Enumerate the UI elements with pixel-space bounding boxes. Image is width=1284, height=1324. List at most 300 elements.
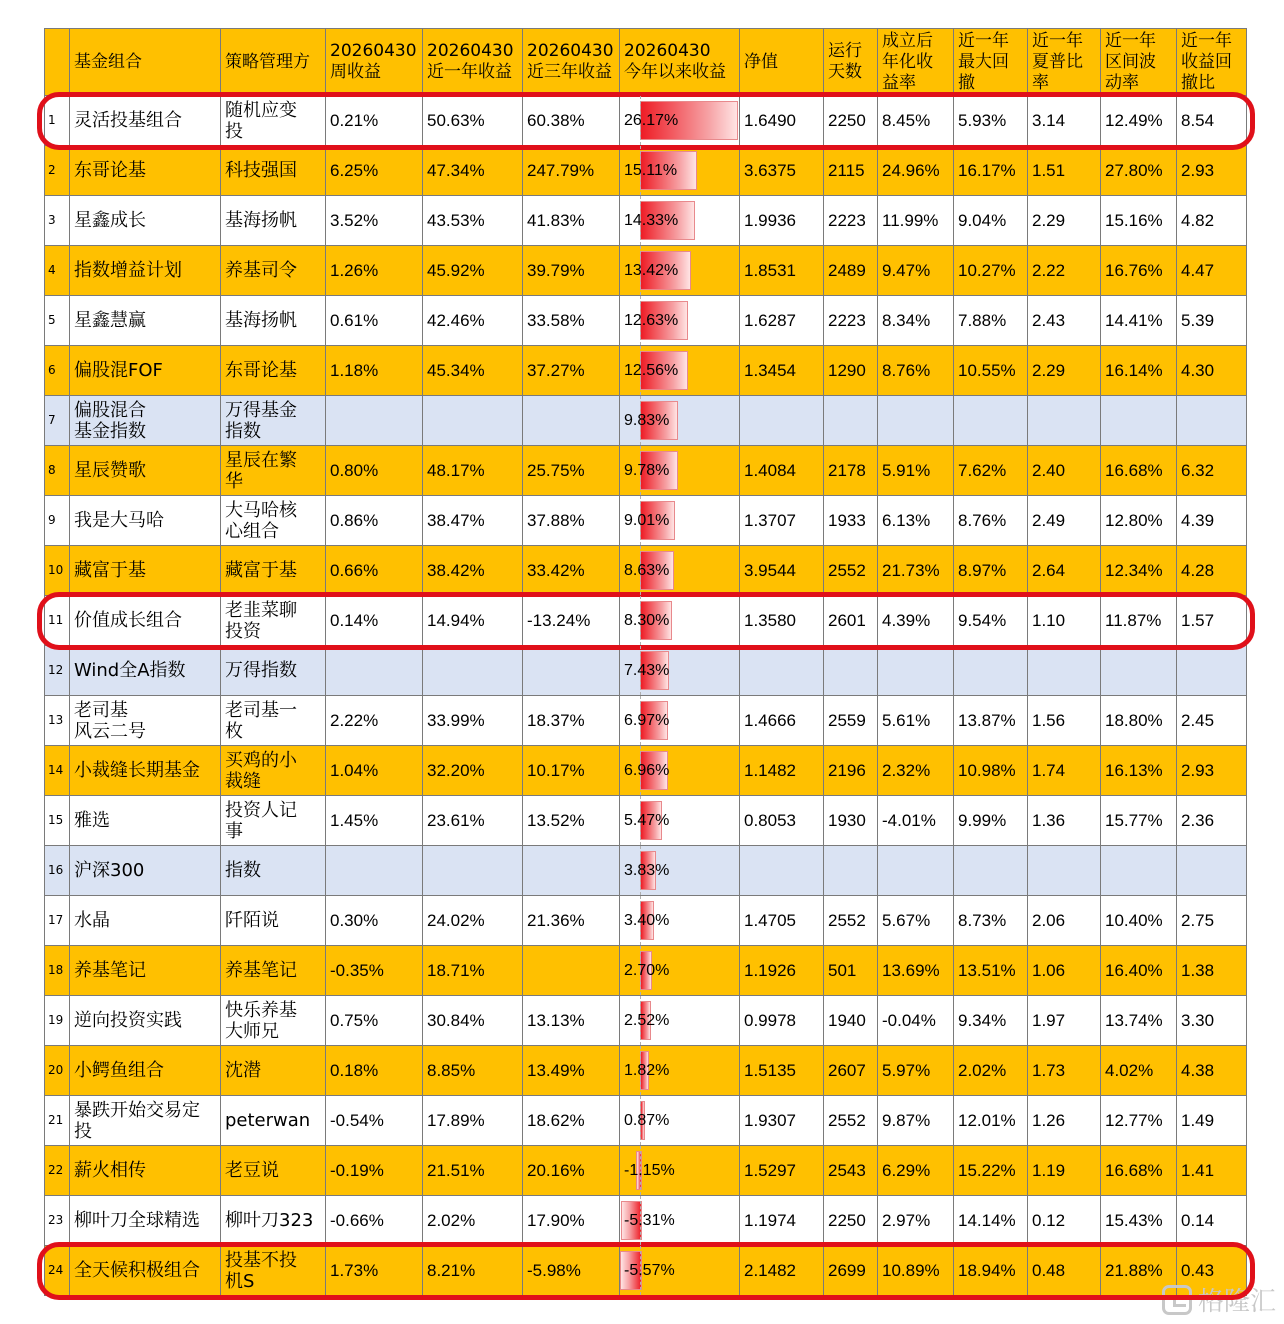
sharpe-ratio: 0.48 <box>1028 1246 1101 1296</box>
sharpe-ratio: 1.74 <box>1028 746 1101 796</box>
return-drawdown-ratio: 8.54 <box>1177 96 1247 146</box>
table-row <box>45 446 1247 496</box>
fund-name: 老司基 风云二号 <box>70 696 221 746</box>
three-year-return: 37.27% <box>523 346 620 396</box>
nav-value: 2.1482 <box>740 1246 824 1296</box>
fund-name: 沪深300 <box>70 846 221 896</box>
nav-value: 1.5297 <box>740 1146 824 1196</box>
ytd-label: 26.17% <box>624 112 679 129</box>
three-year-return: 247.79% <box>523 146 620 196</box>
ytd-return <box>620 746 740 796</box>
max-drawdown <box>954 846 1028 896</box>
max-drawdown <box>954 396 1028 446</box>
ytd-return <box>620 846 740 896</box>
one-year-return: 24.02% <box>423 896 523 946</box>
row-index: 11 <box>45 596 70 646</box>
annualized-return: 9.87% <box>878 1096 954 1146</box>
row-index: 24 <box>45 1246 70 1296</box>
table-row <box>45 1196 1247 1246</box>
fund-name: 柳叶刀全球精选 <box>70 1196 221 1246</box>
row-index: 15 <box>45 796 70 846</box>
fund-name: 偏股混合 基金指数 <box>70 396 221 446</box>
fund-ranking-table <box>44 28 1247 1296</box>
fund-name: Wind全A指数 <box>70 646 221 696</box>
run-days <box>824 396 878 446</box>
week-return: 1.04% <box>326 746 423 796</box>
ytd-label: 15.11% <box>624 162 678 179</box>
one-year-return: 14.94% <box>423 596 523 646</box>
run-days <box>824 646 878 696</box>
row-index: 8 <box>45 446 70 496</box>
return-drawdown-ratio: 4.39 <box>1177 496 1247 546</box>
table-row <box>45 246 1247 296</box>
nav-value: 1.4666 <box>740 696 824 746</box>
annualized-return <box>878 396 954 446</box>
ytd-return <box>620 146 740 196</box>
row-index: 13 <box>45 696 70 746</box>
run-days: 1930 <box>824 796 878 846</box>
volatility: 16.40% <box>1101 946 1177 996</box>
week-return: 0.30% <box>326 896 423 946</box>
annualized-return: 4.39% <box>878 596 954 646</box>
table-row <box>45 746 1247 796</box>
row-index: 22 <box>45 1146 70 1196</box>
gelonghui-logo-icon <box>1162 1285 1192 1315</box>
row-index: 19 <box>45 996 70 1046</box>
week-return: 0.66% <box>326 546 423 596</box>
manager-name: 老司基一 枚 <box>221 696 326 746</box>
row-index: 10 <box>45 546 70 596</box>
table-row <box>45 596 1247 646</box>
ytd-return <box>620 1146 740 1196</box>
week-return: 1.26% <box>326 246 423 296</box>
return-drawdown-ratio: 2.93 <box>1177 746 1247 796</box>
ytd-label: 3.83% <box>624 862 670 879</box>
manager-name: 阡陌说 <box>221 896 326 946</box>
row-index: 7 <box>45 396 70 446</box>
one-year-return: 45.92% <box>423 246 523 296</box>
sharpe-ratio: 1.19 <box>1028 1146 1101 1196</box>
nav-value: 1.9936 <box>740 196 824 246</box>
manager-name: 万得基金 指数 <box>221 396 326 446</box>
nav-value: 1.5135 <box>740 1046 824 1096</box>
three-year-return: 37.88% <box>523 496 620 546</box>
week-return <box>326 646 423 696</box>
ytd-return <box>620 896 740 946</box>
annualized-return: 8.76% <box>878 346 954 396</box>
run-days: 2196 <box>824 746 878 796</box>
week-return: 0.14% <box>326 596 423 646</box>
week-return: 1.73% <box>326 1246 423 1296</box>
run-days: 2552 <box>824 546 878 596</box>
ytd-label: 5.47% <box>624 812 670 829</box>
one-year-return: 30.84% <box>423 996 523 1046</box>
table-row <box>45 996 1247 1046</box>
table-row <box>45 146 1247 196</box>
max-drawdown: 9.34% <box>954 996 1028 1046</box>
ytd-label: 6.97% <box>624 712 670 729</box>
ytd-label: 13.42% <box>624 262 679 279</box>
annualized-return: 8.34% <box>878 296 954 346</box>
volatility: 16.68% <box>1101 1146 1177 1196</box>
table-row <box>45 946 1247 996</box>
max-drawdown: 10.98% <box>954 746 1028 796</box>
annualized-return: 24.96% <box>878 146 954 196</box>
three-year-return <box>523 946 620 996</box>
max-drawdown: 5.93% <box>954 96 1028 146</box>
ytd-label: 0.87% <box>624 1112 670 1129</box>
ytd-return <box>620 1196 740 1246</box>
three-year-return: 18.62% <box>523 1096 620 1146</box>
return-drawdown-ratio: 4.47 <box>1177 246 1247 296</box>
fund-name: 逆向投资实践 <box>70 996 221 1046</box>
sharpe-ratio: 2.06 <box>1028 896 1101 946</box>
run-days: 2250 <box>824 1196 878 1246</box>
ytd-label: 1.82% <box>624 1062 670 1079</box>
watermark-text: 格隆汇 <box>1197 1287 1276 1317</box>
row-index: 16 <box>45 846 70 896</box>
week-return <box>326 396 423 446</box>
ytd-label: -5.31% <box>624 1212 675 1229</box>
fund-name: 雅选 <box>70 796 221 846</box>
one-year-return: 32.20% <box>423 746 523 796</box>
annualized-return: 11.99% <box>878 196 954 246</box>
return-drawdown-ratio: 4.28 <box>1177 546 1247 596</box>
ytd-return <box>620 596 740 646</box>
week-return: -0.54% <box>326 1096 423 1146</box>
max-drawdown: 9.99% <box>954 796 1028 846</box>
manager-name: 买鸡的小 裁缝 <box>221 746 326 796</box>
table-row <box>45 1246 1247 1296</box>
header-manager: 策略管理方 <box>221 29 326 96</box>
volatility: 11.87% <box>1101 596 1177 646</box>
three-year-return <box>523 396 620 446</box>
nav-value: 1.9307 <box>740 1096 824 1146</box>
one-year-return: 45.34% <box>423 346 523 396</box>
run-days: 2115 <box>824 146 878 196</box>
run-days: 1933 <box>824 496 878 546</box>
header-days: 运行 天数 <box>824 29 878 96</box>
run-days <box>824 846 878 896</box>
annualized-return: 5.67% <box>878 896 954 946</box>
three-year-return: 39.79% <box>523 246 620 296</box>
sharpe-ratio: 2.29 <box>1028 346 1101 396</box>
sharpe-ratio: 1.73 <box>1028 1046 1101 1096</box>
table-row <box>45 846 1247 896</box>
volatility: 18.80% <box>1101 696 1177 746</box>
three-year-return <box>523 646 620 696</box>
ytd-return <box>620 946 740 996</box>
nav-value: 1.1482 <box>740 746 824 796</box>
run-days: 2699 <box>824 1246 878 1296</box>
three-year-return <box>523 846 620 896</box>
sharpe-ratio: 1.26 <box>1028 1096 1101 1146</box>
volatility: 15.43% <box>1101 1196 1177 1246</box>
nav-value <box>740 646 824 696</box>
header-annual: 成立后 年化收 益率 <box>878 29 954 96</box>
manager-name: 指数 <box>221 846 326 896</box>
return-drawdown-ratio: 5.39 <box>1177 296 1247 346</box>
manager-name: 柳叶刀323 <box>221 1196 326 1246</box>
sharpe-ratio: 3.14 <box>1028 96 1101 146</box>
ytd-label: 7.43% <box>624 662 670 679</box>
annualized-return: 13.69% <box>878 946 954 996</box>
ytd-label: 12.63% <box>624 312 679 329</box>
nav-value: 3.9544 <box>740 546 824 596</box>
run-days: 2489 <box>824 246 878 296</box>
three-year-return: 17.90% <box>523 1196 620 1246</box>
volatility: 27.80% <box>1101 146 1177 196</box>
one-year-return: 42.46% <box>423 296 523 346</box>
volatility: 4.02% <box>1101 1046 1177 1096</box>
header-row <box>45 29 1247 96</box>
header-vol: 近一年 区间波 动率 <box>1101 29 1177 96</box>
one-year-return <box>423 846 523 896</box>
return-drawdown-ratio: 1.38 <box>1177 946 1247 996</box>
return-drawdown-ratio <box>1177 846 1247 896</box>
ytd-label: 3.40% <box>624 912 670 929</box>
manager-name: 老豆说 <box>221 1146 326 1196</box>
week-return: 1.45% <box>326 796 423 846</box>
nav-value: 0.9978 <box>740 996 824 1046</box>
manager-name: 科技强国 <box>221 146 326 196</box>
header-index <box>45 29 70 96</box>
max-drawdown: 18.94% <box>954 1246 1028 1296</box>
fund-name: 水晶 <box>70 896 221 946</box>
nav-value <box>740 846 824 896</box>
three-year-return: 33.58% <box>523 296 620 346</box>
run-days: 2223 <box>824 196 878 246</box>
row-index: 2 <box>45 146 70 196</box>
one-year-return: 23.61% <box>423 796 523 846</box>
sharpe-ratio: 2.49 <box>1028 496 1101 546</box>
annualized-return: 6.13% <box>878 496 954 546</box>
run-days: 2559 <box>824 696 878 746</box>
ytd-return <box>620 96 740 146</box>
ytd-return <box>620 496 740 546</box>
header-week: 20260430 周收益 <box>326 29 423 96</box>
volatility: 13.74% <box>1101 996 1177 1046</box>
ytd-return <box>620 446 740 496</box>
sharpe-ratio: 1.10 <box>1028 596 1101 646</box>
sharpe-ratio: 2.22 <box>1028 246 1101 296</box>
return-drawdown-ratio <box>1177 396 1247 446</box>
one-year-return: 50.63% <box>423 96 523 146</box>
volatility: 16.76% <box>1101 246 1177 296</box>
nav-value: 1.4084 <box>740 446 824 496</box>
header-ytd: 20260430 今年以来收益 <box>620 29 740 96</box>
return-drawdown-ratio: 1.49 <box>1177 1096 1247 1146</box>
volatility: 21.88% <box>1101 1246 1177 1296</box>
fund-name: 全天候积极组合 <box>70 1246 221 1296</box>
manager-name: 藏富于基 <box>221 546 326 596</box>
nav-value: 1.6490 <box>740 96 824 146</box>
one-year-return: 43.53% <box>423 196 523 246</box>
run-days: 2607 <box>824 1046 878 1096</box>
fund-name: 薪火相传 <box>70 1146 221 1196</box>
volatility: 12.49% <box>1101 96 1177 146</box>
manager-name: 沈潜 <box>221 1046 326 1096</box>
row-index: 21 <box>45 1096 70 1146</box>
fund-name: 灵活投基组合 <box>70 96 221 146</box>
fund-name: 小鳄鱼组合 <box>70 1046 221 1096</box>
max-drawdown: 13.51% <box>954 946 1028 996</box>
ytd-label: 9.01% <box>624 512 670 529</box>
row-index: 3 <box>45 196 70 246</box>
annualized-return: -0.04% <box>878 996 954 1046</box>
sharpe-ratio: 1.56 <box>1028 696 1101 746</box>
max-drawdown: 12.01% <box>954 1096 1028 1146</box>
row-index: 12 <box>45 646 70 696</box>
max-drawdown: 8.97% <box>954 546 1028 596</box>
ytd-label: -1.15% <box>624 1162 675 1179</box>
sharpe-ratio <box>1028 646 1101 696</box>
three-year-return: 33.42% <box>523 546 620 596</box>
fund-name: 养基笔记 <box>70 946 221 996</box>
annualized-return: 2.97% <box>878 1196 954 1246</box>
nav-value: 1.3454 <box>740 346 824 396</box>
ytd-label: 8.63% <box>624 562 670 579</box>
table-row <box>45 496 1247 546</box>
table-row <box>45 346 1247 396</box>
row-index: 1 <box>45 96 70 146</box>
run-days: 2178 <box>824 446 878 496</box>
week-return: 3.52% <box>326 196 423 246</box>
three-year-return: 60.38% <box>523 96 620 146</box>
ytd-return <box>620 646 740 696</box>
return-drawdown-ratio <box>1177 646 1247 696</box>
week-return: 0.61% <box>326 296 423 346</box>
volatility: 16.13% <box>1101 746 1177 796</box>
sharpe-ratio <box>1028 396 1101 446</box>
row-index: 6 <box>45 346 70 396</box>
ytd-return <box>620 396 740 446</box>
header-maxdd: 近一年 最大回 撤 <box>954 29 1028 96</box>
return-drawdown-ratio: 1.57 <box>1177 596 1247 646</box>
ytd-return <box>620 1246 740 1296</box>
week-return: 0.86% <box>326 496 423 546</box>
nav-value: 1.8531 <box>740 246 824 296</box>
max-drawdown: 8.73% <box>954 896 1028 946</box>
annualized-return: 5.61% <box>878 696 954 746</box>
run-days: 2543 <box>824 1146 878 1196</box>
max-drawdown: 10.27% <box>954 246 1028 296</box>
fund-name: 小裁缝长期基金 <box>70 746 221 796</box>
run-days: 2250 <box>824 96 878 146</box>
annualized-return: 5.91% <box>878 446 954 496</box>
fund-name: 暴跌开始交易定 投 <box>70 1096 221 1146</box>
row-index: 20 <box>45 1046 70 1096</box>
one-year-return <box>423 646 523 696</box>
annualized-return <box>878 846 954 896</box>
table-row <box>45 396 1247 446</box>
three-year-return: 41.83% <box>523 196 620 246</box>
manager-name: 养基笔记 <box>221 946 326 996</box>
header-nav: 净值 <box>740 29 824 96</box>
return-drawdown-ratio: 3.30 <box>1177 996 1247 1046</box>
run-days: 1290 <box>824 346 878 396</box>
week-return: 0.75% <box>326 996 423 1046</box>
return-drawdown-ratio: 2.36 <box>1177 796 1247 846</box>
table-row <box>45 546 1247 596</box>
max-drawdown: 7.88% <box>954 296 1028 346</box>
nav-value: 3.6375 <box>740 146 824 196</box>
volatility <box>1101 646 1177 696</box>
one-year-return: 17.89% <box>423 1096 523 1146</box>
row-index: 17 <box>45 896 70 946</box>
table-row <box>45 196 1247 246</box>
return-drawdown-ratio: 4.30 <box>1177 346 1247 396</box>
three-year-return: 21.36% <box>523 896 620 946</box>
sharpe-ratio: 1.51 <box>1028 146 1101 196</box>
manager-name: 基海扬帆 <box>221 296 326 346</box>
ytd-label: 8.30% <box>624 612 670 629</box>
ytd-return <box>620 996 740 1046</box>
ytd-return <box>620 196 740 246</box>
annualized-return: 2.32% <box>878 746 954 796</box>
row-index: 5 <box>45 296 70 346</box>
nav-value: 1.3707 <box>740 496 824 546</box>
week-return: -0.35% <box>326 946 423 996</box>
ytd-return <box>620 1046 740 1096</box>
table-row <box>45 696 1247 746</box>
table-row <box>45 646 1247 696</box>
max-drawdown: 9.04% <box>954 196 1028 246</box>
volatility: 12.80% <box>1101 496 1177 546</box>
return-drawdown-ratio: 4.38 <box>1177 1046 1247 1096</box>
one-year-return: 33.99% <box>423 696 523 746</box>
manager-name: 投资人记 事 <box>221 796 326 846</box>
ytd-return <box>620 546 740 596</box>
volatility: 14.41% <box>1101 296 1177 346</box>
week-return: -0.66% <box>326 1196 423 1246</box>
run-days: 2223 <box>824 296 878 346</box>
sharpe-ratio: 2.64 <box>1028 546 1101 596</box>
header-1y: 20260430 近一年收益 <box>423 29 523 96</box>
sharpe-ratio: 2.40 <box>1028 446 1101 496</box>
sharpe-ratio: 0.12 <box>1028 1196 1101 1246</box>
annualized-return: 21.73% <box>878 546 954 596</box>
week-return: -0.19% <box>326 1146 423 1196</box>
sharpe-ratio: 2.29 <box>1028 196 1101 246</box>
three-year-return: -13.24% <box>523 596 620 646</box>
row-index: 9 <box>45 496 70 546</box>
table-row <box>45 896 1247 946</box>
header-ret-dd: 近一年 收益回 撤比 <box>1177 29 1247 96</box>
fund-name: 价值成长组合 <box>70 596 221 646</box>
manager-name: 星辰在繁 华 <box>221 446 326 496</box>
return-drawdown-ratio: 4.82 <box>1177 196 1247 246</box>
manager-name: peterwan <box>221 1096 326 1146</box>
return-drawdown-ratio: 1.41 <box>1177 1146 1247 1196</box>
nav-value: 1.4705 <box>740 896 824 946</box>
header-sharpe: 近一年 夏普比 率 <box>1028 29 1101 96</box>
row-index: 18 <box>45 946 70 996</box>
fund-name: 偏股混FOF <box>70 346 221 396</box>
table-row <box>45 96 1247 146</box>
max-drawdown <box>954 646 1028 696</box>
volatility: 12.34% <box>1101 546 1177 596</box>
ytd-return <box>620 696 740 746</box>
one-year-return: 38.42% <box>423 546 523 596</box>
volatility <box>1101 846 1177 896</box>
annualized-return: 5.97% <box>878 1046 954 1096</box>
three-year-return: -5.98% <box>523 1246 620 1296</box>
three-year-return: 10.17% <box>523 746 620 796</box>
max-drawdown: 9.54% <box>954 596 1028 646</box>
one-year-return: 8.85% <box>423 1046 523 1096</box>
three-year-return: 13.52% <box>523 796 620 846</box>
